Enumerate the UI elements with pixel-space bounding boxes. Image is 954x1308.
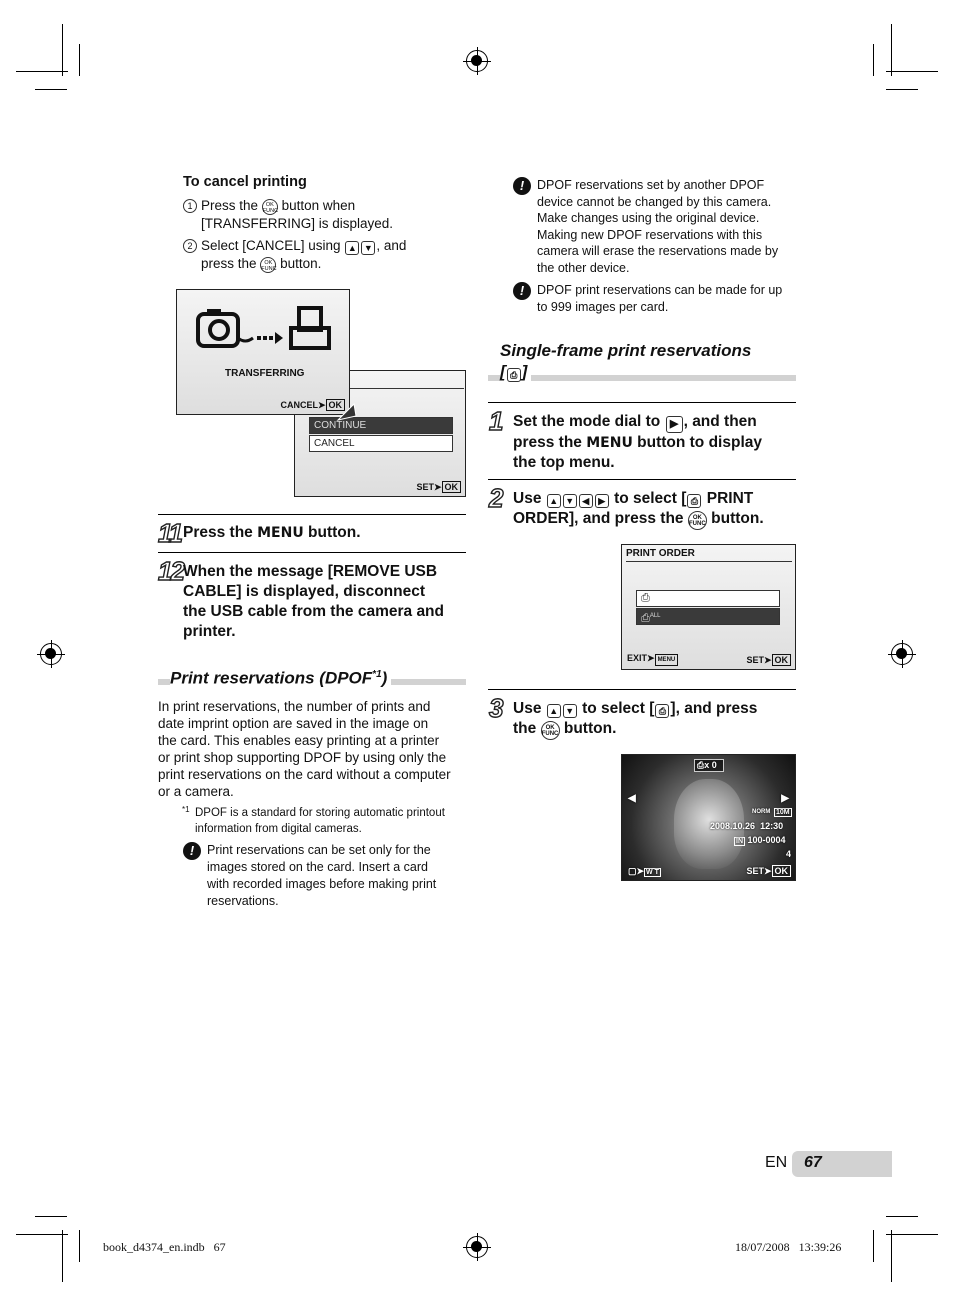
right-arrow-icon: ▶ xyxy=(781,793,789,804)
divider xyxy=(158,514,466,515)
menu-divider xyxy=(350,388,464,389)
crop-mark xyxy=(79,1230,80,1262)
crop-mark xyxy=(873,44,874,76)
crop-mark xyxy=(35,1216,67,1217)
caution-icon: ! xyxy=(183,842,201,860)
down-arrow-icon: ▼ xyxy=(563,704,577,718)
print-order-title: PRINT ORDER xyxy=(626,548,695,559)
single-step-3-text: Use ▲ ▼ to select [ ⎙ ], and press the OK FUNC button. xyxy=(513,699,798,740)
single-step-1-text: Set the mode dial to ▶ , and then press the MENU button to display the top menu. xyxy=(513,413,762,471)
pointer-arrow-icon xyxy=(334,398,360,424)
print-order-screen xyxy=(621,544,796,670)
crop-mark xyxy=(886,89,918,90)
cancel-step-2: 2 Select [CANCEL] using ▲ ▼ , and press the OK FUNC button. xyxy=(183,237,473,273)
step-12-text: When the message [REMOVE USB CABLE] is displayed, disconnect the USB cable from the camera and printer. xyxy=(183,563,444,640)
section-title-single-frame: Single-frame print reservations [ ⎙ ] xyxy=(500,341,752,381)
set-ok-hint: SET➤ OK xyxy=(416,481,461,493)
caution-icon: ! xyxy=(513,177,531,195)
card-icon: IN xyxy=(736,838,743,845)
footnote-text: DPOF is a standard for storing automatic printout information from digital cameras. xyxy=(195,807,445,835)
crop-mark xyxy=(891,1230,892,1282)
crop-mark xyxy=(891,24,892,76)
file-name-slug: book_d4374_en.indb 67 xyxy=(103,1240,226,1254)
caution-note-dpof-device: DPOF reservations set by another DPOF device cannot be changed by this camera. Make changes using the original device. Making new DPOF reservations with this camera will erase the reservations made by the other device. xyxy=(537,178,779,275)
crop-mark xyxy=(886,71,938,72)
frame-index-label: 4 xyxy=(785,849,791,859)
menu-divider xyxy=(626,561,792,562)
image-size-label: 10M xyxy=(776,809,790,816)
step-11-text: Press the MENU button. xyxy=(183,524,361,541)
playback-icon: ▶ xyxy=(666,416,683,433)
divider xyxy=(488,689,796,690)
right-arrow-icon: ▶ xyxy=(595,494,609,508)
transferring-screen xyxy=(176,289,350,415)
timestamp-slug: 18/07/2008 13:39:26 xyxy=(735,1240,842,1254)
print-icon: ⎙ xyxy=(687,494,701,508)
print-reservations-body: In print reservations, the number of prints and date imprint option are saved in the image on the card. This enables easy printing at a printer or print shop supporting DPOF by using only the print reservations on the card without a computer or a camera. xyxy=(158,699,451,799)
crop-mark xyxy=(62,24,63,76)
menu-item-print-all: ⎙$^{ALL}$ xyxy=(636,608,780,625)
up-arrow-icon: ▲ xyxy=(345,241,359,255)
crop-mark xyxy=(16,71,68,72)
step-number: 1 xyxy=(489,406,502,436)
crop-mark xyxy=(79,44,80,76)
down-arrow-icon: ▼ xyxy=(361,241,375,255)
section-title-print-reservations: Print reservations (DPOF$^{*1}$) xyxy=(170,665,391,689)
zoom-hint: ▢➤ W T xyxy=(628,866,659,876)
registration-mark-icon xyxy=(40,643,62,665)
print-icon: ⎙ xyxy=(655,704,669,718)
up-arrow-icon: ▲ xyxy=(547,704,561,718)
step-number: 12 xyxy=(158,556,183,586)
crop-mark xyxy=(35,89,67,90)
step-number-icon: 1 xyxy=(183,199,197,213)
language-label: EN xyxy=(765,1154,788,1171)
file-number-label: IN 100-0004 xyxy=(736,835,786,845)
page-number-tab xyxy=(792,1151,892,1177)
set-ok-hint: SET➤ OK xyxy=(746,654,791,666)
print-icon: ⎙ xyxy=(507,368,521,382)
caution-icon: ! xyxy=(513,282,531,300)
step-number: 11 xyxy=(158,518,181,548)
menu-item-continue: CONTINUE xyxy=(309,417,453,434)
step-number-icon: 2 xyxy=(183,239,197,253)
menu-item-print-single xyxy=(636,590,780,607)
left-arrow-icon: ◀ xyxy=(579,494,593,508)
caution-note-card: Print reservations can be set only for the images stored on the card. Insert a card with recorded images before making print reservations. xyxy=(207,843,437,908)
up-arrow-icon: ▲ xyxy=(547,494,561,508)
footnote-mark: *1 xyxy=(182,805,190,814)
page-number: 67 xyxy=(804,1154,822,1171)
single-step-2-text: Use ▲ ▼ ◀ ▶ to select [ ⎙ PRINT ORDER], and press the OK FUNC button. xyxy=(513,489,798,530)
cancel-step-1: 1 Press the OK FUNC button when [TRANSFERRING] is displayed. xyxy=(183,197,473,232)
playback-photo-screen xyxy=(621,754,796,881)
divider xyxy=(488,479,796,480)
set-ok-hint: SET➤ OK xyxy=(746,866,791,877)
exit-menu-hint: EXIT➤ MENU xyxy=(627,653,678,666)
down-arrow-icon: ▼ xyxy=(563,494,577,508)
ok-button-icon: OK FUNC xyxy=(262,199,278,215)
crop-mark xyxy=(873,1230,874,1262)
step-number: 2 xyxy=(489,483,502,513)
divider xyxy=(158,552,466,553)
registration-mark-icon xyxy=(466,50,488,72)
ok-button-icon: OK FUNC xyxy=(260,257,276,273)
print-all-icon: ⎙ xyxy=(641,612,650,625)
camera-to-printer-icon xyxy=(195,304,335,354)
menu-item-cancel: CANCEL xyxy=(309,435,453,452)
crop-mark xyxy=(886,1234,938,1235)
crop-mark xyxy=(886,1216,918,1217)
crop-mark xyxy=(62,1230,63,1282)
divider xyxy=(488,402,796,403)
left-arrow-icon: ◀ xyxy=(628,793,636,804)
transferring-label: TRANSFERRING xyxy=(225,368,305,379)
menu-button-label: MENU xyxy=(257,525,304,541)
registration-mark-icon xyxy=(891,643,913,665)
print-count-label: ⎙x 0 xyxy=(697,760,717,770)
registration-mark-icon xyxy=(466,1236,488,1258)
date-label: 2008.10.26 12:30 xyxy=(710,821,784,831)
cancel-heading: To cancel printing xyxy=(183,174,307,190)
print-icon: ⎙ xyxy=(641,592,650,604)
caution-note-999: DPOF print reservations can be made for up to 999 images per card. xyxy=(537,283,783,314)
ok-button-icon: OK FUNC xyxy=(541,721,560,740)
ok-button-icon: OK FUNC xyxy=(688,511,707,530)
quality-label: NORM xyxy=(752,809,771,815)
crop-mark xyxy=(16,1234,68,1235)
menu-button-label: MENU xyxy=(586,435,633,451)
cancel-ok-hint: CANCEL➤ OK xyxy=(280,399,345,411)
step-number: 3 xyxy=(489,693,502,723)
